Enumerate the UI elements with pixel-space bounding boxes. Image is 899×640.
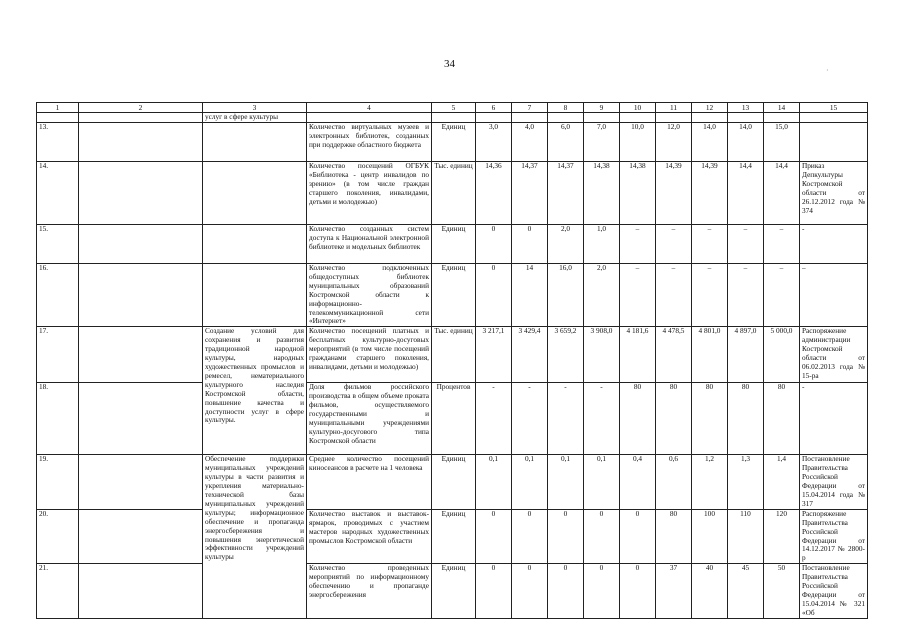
value-cell: 50 [764,564,800,618]
empty-cell [203,264,307,327]
value-cell: 0 [476,509,512,563]
value-cell: 37 [656,564,692,618]
value-cell: – [656,225,692,264]
value-cell: 14,39 [692,162,728,225]
empty-cell [79,383,203,455]
empty-cell [79,162,203,225]
column-number: 8 [548,103,584,113]
value-cell: 12,0 [656,123,692,162]
value-cell: – [656,264,692,327]
value-cell: – [728,264,764,327]
unit-cell: Единиц [432,564,476,618]
value-cell: 1,3 [728,455,764,509]
value-cell: 6,0 [548,123,584,162]
empty-cell [79,123,203,162]
value-cell: 14,4 [764,162,800,225]
indicator-name: Количество посещений ОГБУК «Библиотека - центр инвалидов по зрению» (в том числе граждан старшего поколения, инвалидами, детьми и молодежью) [307,162,432,225]
column-number: 10 [620,103,656,113]
value-cell: 0,1 [512,455,548,509]
indicator-name: Количество проведенных мероприятий по информационному обеспечению и пропаганде энергосбережения [307,564,432,618]
value-cell: 0,4 [620,455,656,509]
value-cell: 14,0 [692,123,728,162]
value-cell: - [548,383,584,455]
row-number: 14. [37,162,79,225]
basis-document: Приказ Депкультуры Костромской области от 26.12.2012 года № 374 [800,162,868,225]
value-cell: 0 [548,564,584,618]
value-cell: – [620,264,656,327]
value-cell: 4,0 [512,123,548,162]
value-cell: 80 [764,383,800,455]
value-cell: 0 [476,264,512,327]
value-cell: 80 [692,383,728,455]
row-number: 20. [37,509,79,563]
column-number: 2 [79,103,203,113]
column-number: 4 [307,103,432,113]
value-cell: 80 [620,383,656,455]
unit-cell: Процентов [432,383,476,455]
value-cell: 16,0 [548,264,584,327]
value-cell: 14,36 [476,162,512,225]
value-cell: – [728,225,764,264]
value-cell: 14 [512,264,548,327]
value-cell: 14,4 [728,162,764,225]
value-cell: 120 [764,509,800,563]
value-cell: 0 [512,225,548,264]
basis-document: - [800,383,868,455]
value-cell: 0 [476,564,512,618]
row-number: 15. [37,225,79,264]
page-number: 34 [444,58,455,70]
value-cell: – [764,264,800,327]
table-row [37,162,868,225]
table-row [37,509,868,563]
continuation-row [37,113,868,123]
empty-cell [79,327,203,383]
value-cell: 0,1 [584,455,620,509]
indicator-name: Количество виртуальных музеев и электронных библиотек, созданных при поддержке областного бюджета [307,123,432,162]
value-cell: 2,0 [584,264,620,327]
value-cell: 14,37 [548,162,584,225]
value-cell: 14,37 [512,162,548,225]
table-row [37,383,868,455]
value-cell: – [692,264,728,327]
empty-cell [79,564,203,618]
basis-document: Распоряжение администрации Костромской области от 06.02.2013 года № 15-ра [800,327,868,383]
value-cell: 1,2 [692,455,728,509]
indicator-name: Количество выставок и выставок-ярмарок, проводимых с участием мастеров народных художественных промыслов Костромской области [307,509,432,563]
empty-cell [79,225,203,264]
unit-cell: Единиц [432,455,476,509]
continuation-text: услуг в сфере культуры [203,113,307,123]
value-cell: 14,38 [620,162,656,225]
basis-document [800,123,868,162]
table-row [37,455,868,509]
indicator-name: Количество посещений платных и бесплатных культурно-досуговых мероприятий (в том числе посещений гражданами старшего поколения, инвалидами, детьми и молодежью) [307,327,432,383]
row-number: 19. [37,455,79,509]
table-row [37,327,868,383]
value-cell: 4 478,5 [656,327,692,383]
unit-cell: Единиц [432,264,476,327]
value-cell: 3 908,0 [584,327,620,383]
empty-cell [203,225,307,264]
indicator-name: Количество подключенных общедоступных библиотек муниципальных образований Костромской области к информационно-телекоммуникационной сети «Интернет» [307,264,432,327]
value-cell: 3,0 [476,123,512,162]
value-cell: 0 [512,509,548,563]
indicators-table [36,102,868,619]
column-number: 1 [37,103,79,113]
column-number-row [37,103,868,113]
basis-document: Распоряжение Правительства Российской Федерации от 14.12.2017 № 2800-р [800,509,868,563]
value-cell: 1,0 [584,225,620,264]
column-number: 14 [764,103,800,113]
value-cell: – [692,225,728,264]
unit-cell: Тыс. единиц [432,327,476,383]
row-number: 18. [37,383,79,455]
value-cell: - [476,383,512,455]
table-row [37,123,868,162]
value-cell: 14,38 [584,162,620,225]
value-cell: 15,0 [764,123,800,162]
column-number: 3 [203,103,307,113]
value-cell: 0 [476,225,512,264]
value-cell: 80 [656,509,692,563]
value-cell: 4 897,0 [728,327,764,383]
value-cell: 10,0 [620,123,656,162]
task-description: Обеспечение поддержки муниципальных учреждений культуры в части развития и укрепления материально-технической базы муниципальных учреждений культуры; информационное обеспечение и пропаганда энергосбережения и повышения энергетической эффективности учреждений культуры [203,455,307,618]
value-cell: 0 [620,564,656,618]
value-cell: 110 [728,509,764,563]
basis-document: – [800,264,868,327]
unit-cell: Тыс. единиц [432,162,476,225]
empty-cell [203,123,307,162]
row-number: 16. [37,264,79,327]
value-cell: 14,39 [656,162,692,225]
column-number: 9 [584,103,620,113]
column-number: 15 [800,103,868,113]
indicator-name: Доля фильмов российского производства в общем объеме проката фильмов, осуществляемого государственными и муниципальными учреждениями культурно-досугового типа Костромской области [307,383,432,455]
value-cell: 40 [692,564,728,618]
column-number: 5 [432,103,476,113]
value-cell: – [620,225,656,264]
value-cell: 100 [692,509,728,563]
empty-cell [79,455,203,509]
column-number: 12 [692,103,728,113]
value-cell: 0 [584,509,620,563]
value-cell: - [584,383,620,455]
value-cell: 80 [656,383,692,455]
value-cell: 0 [584,564,620,618]
value-cell: 2,0 [548,225,584,264]
value-cell: 3 659,2 [548,327,584,383]
value-cell: 4 181,6 [620,327,656,383]
value-cell: 0,1 [476,455,512,509]
column-number: 6 [476,103,512,113]
value-cell: - [512,383,548,455]
empty-cell [79,509,203,563]
basis-document: Постановление Правительства Российской Федерации от 15.04.2014 № 321 «Об [800,564,868,618]
indicators-table-container [36,102,863,619]
value-cell: 45 [728,564,764,618]
basis-document: - [800,225,868,264]
value-cell: 14,0 [728,123,764,162]
value-cell: 3 429,4 [512,327,548,383]
column-number: 7 [512,103,548,113]
column-number: 13 [728,103,764,113]
value-cell: – [764,225,800,264]
indicator-name: Количество созданных систем доступа к Национальной электронной библиотеке и модельных библиотек [307,225,432,264]
table-row [37,564,868,618]
task-description: Создание условий для сохранения и развития традиционной народной культуры, народных художественных промыслов и ремесел, нематериального культурного наследия Костромской области, повышение качества и доступности услуг в сфере культуры. [203,327,307,455]
value-cell: 0 [512,564,548,618]
scan-mark: · [826,66,829,75]
value-cell: 7,0 [584,123,620,162]
unit-cell: Единиц [432,123,476,162]
basis-document: Постановление Правительства Российской Федерации от 15.04.2014 года № 317 [800,455,868,509]
value-cell: 0 [620,509,656,563]
value-cell: 1,4 [764,455,800,509]
empty-cell [203,162,307,225]
value-cell: 3 217,1 [476,327,512,383]
value-cell: 0 [548,509,584,563]
value-cell: 5 000,0 [764,327,800,383]
indicator-name: Среднее количество посещений киносеансов в расчете на 1 человека [307,455,432,509]
row-number: 17. [37,327,79,383]
value-cell: 0,1 [548,455,584,509]
row-number: 21. [37,564,79,618]
value-cell: 80 [728,383,764,455]
row-number: 13. [37,123,79,162]
unit-cell: Единиц [432,509,476,563]
table-row [37,225,868,264]
empty-cell [79,264,203,327]
value-cell: 4 801,0 [692,327,728,383]
column-number: 11 [656,103,692,113]
unit-cell: Единиц [432,225,476,264]
value-cell: 0,6 [656,455,692,509]
table-row [37,264,868,327]
